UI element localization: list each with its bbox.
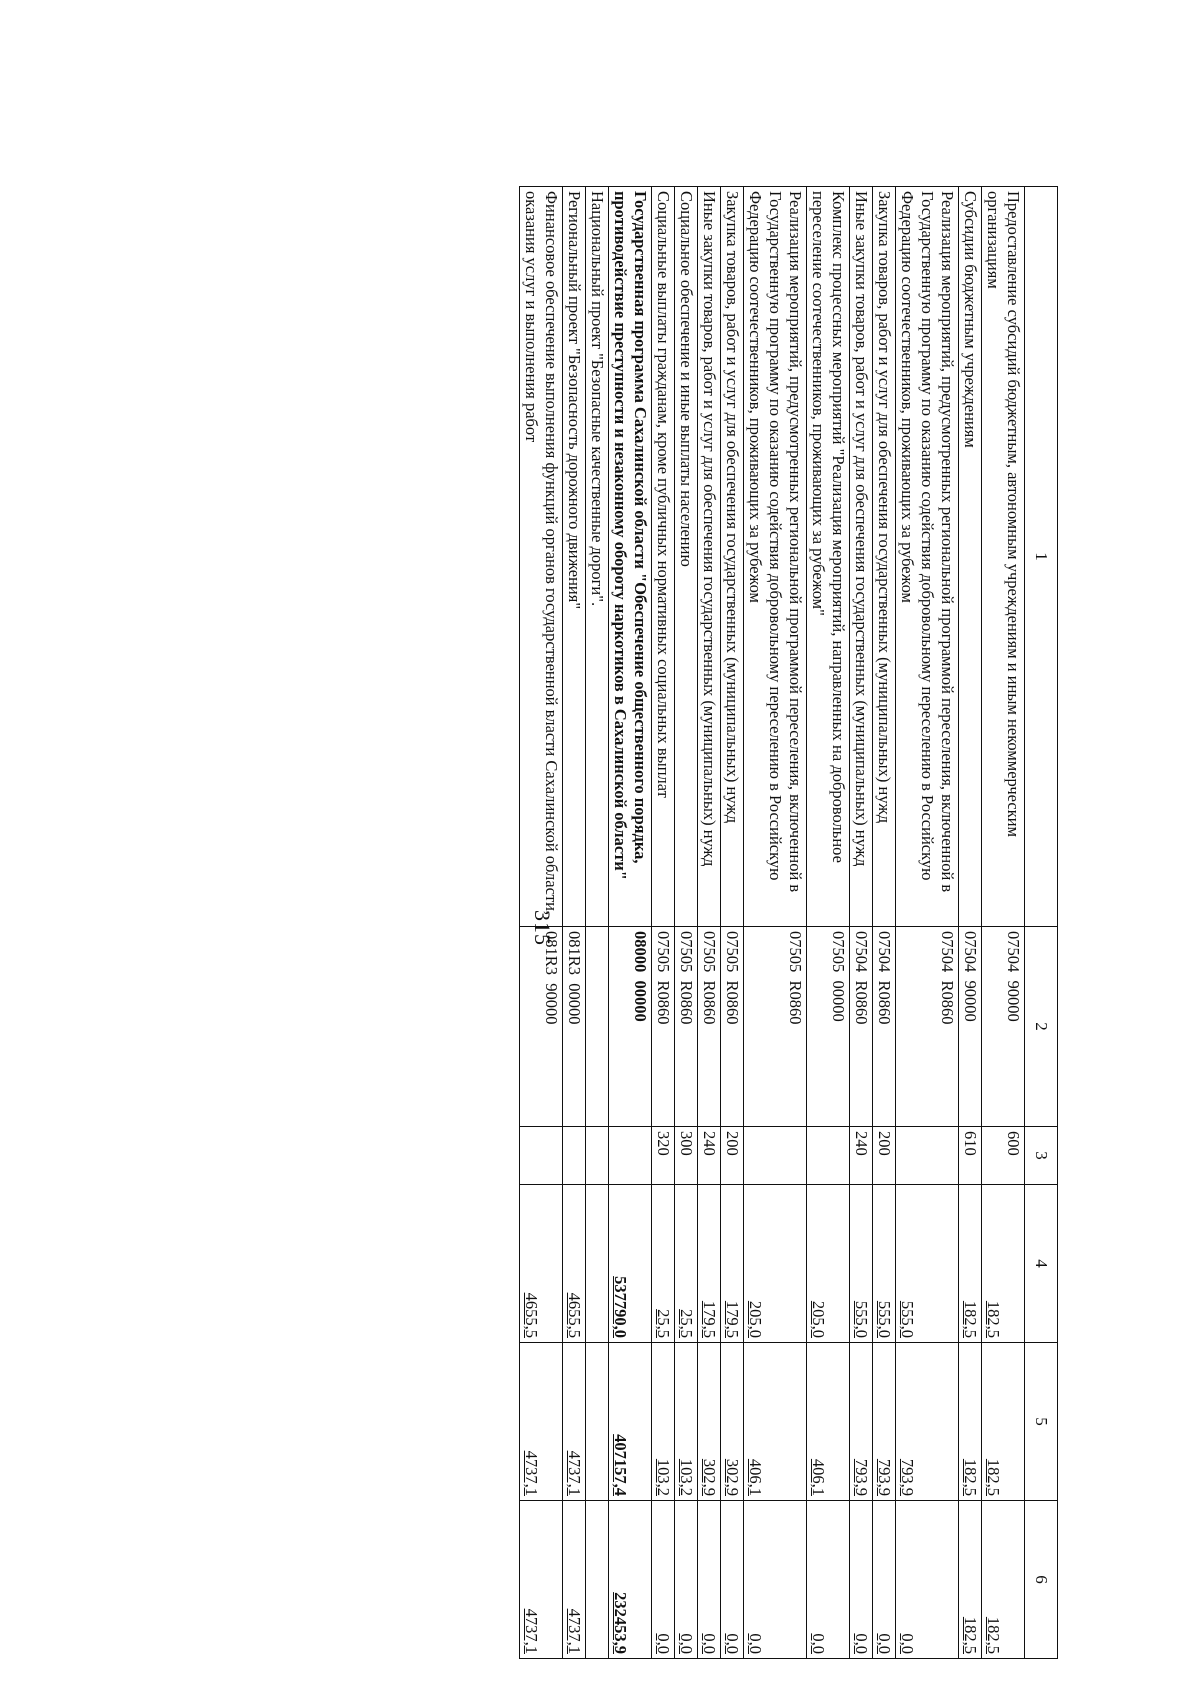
header-col-1: 1 [1025, 187, 1058, 927]
row-code: 07504 90000 [959, 927, 982, 1127]
table-row [982, 187, 1025, 1659]
table-row [744, 187, 807, 1659]
row-value-col4: 182,5 [982, 1185, 1025, 1343]
row-name: Комплекс процессных мероприятий "Реализация мероприятий, направленных на добровольное переселение соотечественников, проживающих за рубежом" [807, 187, 850, 927]
row-name: Финансовое обеспечение выполнения функций органов государственной власти Сахалинской области, оказания услуг и выполнения работ [520, 187, 563, 927]
row-code: 08000 00000 [609, 927, 652, 1127]
row-value-col4: 555,0 [873, 1185, 896, 1343]
row-value-col4: 25,5 [675, 1185, 698, 1343]
table-row [609, 187, 652, 1659]
row-expense-type [807, 1127, 850, 1185]
row-value-col4: 179,5 [698, 1185, 721, 1343]
row-expense-type: 240 [850, 1127, 873, 1185]
header-row [1025, 187, 1058, 1659]
row-value-col6: 0,0 [721, 1501, 744, 1659]
row-name: Реализация мероприятий, предусмотренных региональной программой переселения, включенной в Государственную программу по оказанию содействия добровольному переселению в Российскую Федерацию соотечественников, проживающих за рубежом [896, 187, 959, 927]
row-code: 07505 R0860 [744, 927, 807, 1127]
row-expense-type [563, 1127, 586, 1185]
row-value-col4: 205,0 [744, 1185, 807, 1343]
table-row [721, 187, 744, 1659]
row-name: Реализация мероприятий, предусмотренных региональной программой переселения, включенной в Государственную программу по оказанию содействия добровольному переселению в Российскую Федерацию соотечественников, проживающих за рубежом [744, 187, 807, 927]
row-value-col5 [586, 1343, 609, 1501]
row-value-col5: 182,5 [959, 1343, 982, 1501]
table-row [675, 187, 698, 1659]
row-value-col6: 182,5 [959, 1501, 982, 1659]
row-code: 07504 R0860 [850, 927, 873, 1127]
table-row [807, 187, 850, 1659]
page-number: 315 [530, 910, 555, 946]
row-code: 07505 R0860 [652, 927, 675, 1127]
row-value-col5: 4737,1 [520, 1343, 563, 1501]
row-name: Закупка товаров, работ и услуг для обеспечения государственных (муниципальных) нужд [873, 187, 896, 927]
row-value-col6: 0,0 [896, 1501, 959, 1659]
row-value-col5: 406,1 [744, 1343, 807, 1501]
row-value-col6: 0,0 [675, 1501, 698, 1659]
row-value-col4 [586, 1185, 609, 1343]
table-row [520, 187, 563, 1659]
row-value-col4: 205,0 [807, 1185, 850, 1343]
row-value-col5: 4737,1 [563, 1343, 586, 1501]
row-value-col4: 537790,0 [609, 1185, 652, 1343]
row-expense-type: 200 [721, 1127, 744, 1185]
row-code: 07504 R0860 [896, 927, 959, 1127]
row-name: Закупка товаров, работ и услуг для обеспечения государственных (муниципальных) нужд [721, 187, 744, 927]
row-name: Национальный проект "Безопасные качественные дороги". [586, 187, 609, 927]
row-expense-type: 320 [652, 1127, 675, 1185]
header-col-6: 6 [1025, 1501, 1058, 1659]
row-name: Иные закупки товаров, работ и услуг для обеспечения государственных (муниципальных) нужд [850, 187, 873, 927]
row-expense-type: 600 [982, 1127, 1025, 1185]
row-value-col5: 793,9 [896, 1343, 959, 1501]
table-row [652, 187, 675, 1659]
row-name: Региональный проект "Безопасность дорожного движения" [563, 187, 586, 927]
budget-table-container [108, 186, 1058, 1658]
row-name: Иные закупки товаров, работ и услуг для обеспечения государственных (муниципальных) нужд [698, 187, 721, 927]
row-code: 081R3 00000 [563, 927, 586, 1127]
row-value-col6: 232453,9 [609, 1501, 652, 1659]
header-col-2: 2 [1025, 927, 1058, 1127]
row-code: 081R3 90000 [520, 927, 563, 1127]
header-col-5: 5 [1025, 1343, 1058, 1501]
row-value-col6: 0,0 [807, 1501, 850, 1659]
row-value-col5: 182,5 [982, 1343, 1025, 1501]
budget-table [519, 186, 1058, 1659]
table-row [698, 187, 721, 1659]
row-value-col5: 407157,4 [609, 1343, 652, 1501]
row-name: Социальные выплаты гражданам, кроме публичных нормативных социальных выплат [652, 187, 675, 927]
row-value-col5: 302,9 [698, 1343, 721, 1501]
table-row [896, 187, 959, 1659]
row-value-col4: 179,5 [721, 1185, 744, 1343]
table-row [850, 187, 873, 1659]
row-value-col6: 0,0 [850, 1501, 873, 1659]
row-value-col4: 555,0 [896, 1185, 959, 1343]
row-value-col6: 4737,1 [520, 1501, 563, 1659]
row-code: 07505 R0860 [675, 927, 698, 1127]
row-value-col5: 793,9 [873, 1343, 896, 1501]
row-code: 07504 R0860 [873, 927, 896, 1127]
row-expense-type: 610 [959, 1127, 982, 1185]
table-row [873, 187, 896, 1659]
row-name: Субсидии бюджетным учреждениям [959, 187, 982, 927]
table-row [563, 187, 586, 1659]
row-expense-type: 240 [698, 1127, 721, 1185]
row-code [586, 927, 609, 1127]
row-value-col4: 555,0 [850, 1185, 873, 1343]
row-name: Государственная программа Сахалинской области "Обеспечение общественного порядка, противодействие преступности и незаконному обороту наркотиков в Сахалинской области" [609, 187, 652, 927]
row-code: 07505 R0860 [698, 927, 721, 1127]
row-name: Предоставление субсидий бюджетным, автономным учреждениям и иным некоммерческим организациям [982, 187, 1025, 927]
header-col-4: 4 [1025, 1185, 1058, 1343]
row-value-col6: 0,0 [873, 1501, 896, 1659]
row-expense-type [896, 1127, 959, 1185]
table-row [959, 187, 982, 1659]
row-value-col6: 0,0 [744, 1501, 807, 1659]
row-value-col4: 4655,5 [520, 1185, 563, 1343]
row-value-col5: 103,2 [675, 1343, 698, 1501]
row-code: 07505 R0860 [721, 927, 744, 1127]
row-expense-type [586, 1127, 609, 1185]
row-code: 07504 90000 [982, 927, 1025, 1127]
row-value-col4: 182,5 [959, 1185, 982, 1343]
row-expense-type: 200 [873, 1127, 896, 1185]
row-name: Социальное обеспечение и иные выплаты населению [675, 187, 698, 927]
row-value-col6: 182,5 [982, 1501, 1025, 1659]
row-value-col6 [586, 1501, 609, 1659]
row-value-col5: 103,2 [652, 1343, 675, 1501]
row-value-col5: 793,9 [850, 1343, 873, 1501]
row-value-col6: 4737,1 [563, 1501, 586, 1659]
row-expense-type [609, 1127, 652, 1185]
table-row [586, 187, 609, 1659]
row-value-col5: 406,1 [807, 1343, 850, 1501]
row-value-col6: 0,0 [698, 1501, 721, 1659]
header-col-3: 3 [1025, 1127, 1058, 1185]
row-expense-type: 300 [675, 1127, 698, 1185]
row-expense-type [520, 1127, 563, 1185]
row-value-col4: 25,5 [652, 1185, 675, 1343]
row-value-col6: 0,0 [652, 1501, 675, 1659]
row-code: 07505 00000 [807, 927, 850, 1127]
row-value-col5: 302,9 [721, 1343, 744, 1501]
row-expense-type [744, 1127, 807, 1185]
row-value-col4: 4655,5 [563, 1185, 586, 1343]
